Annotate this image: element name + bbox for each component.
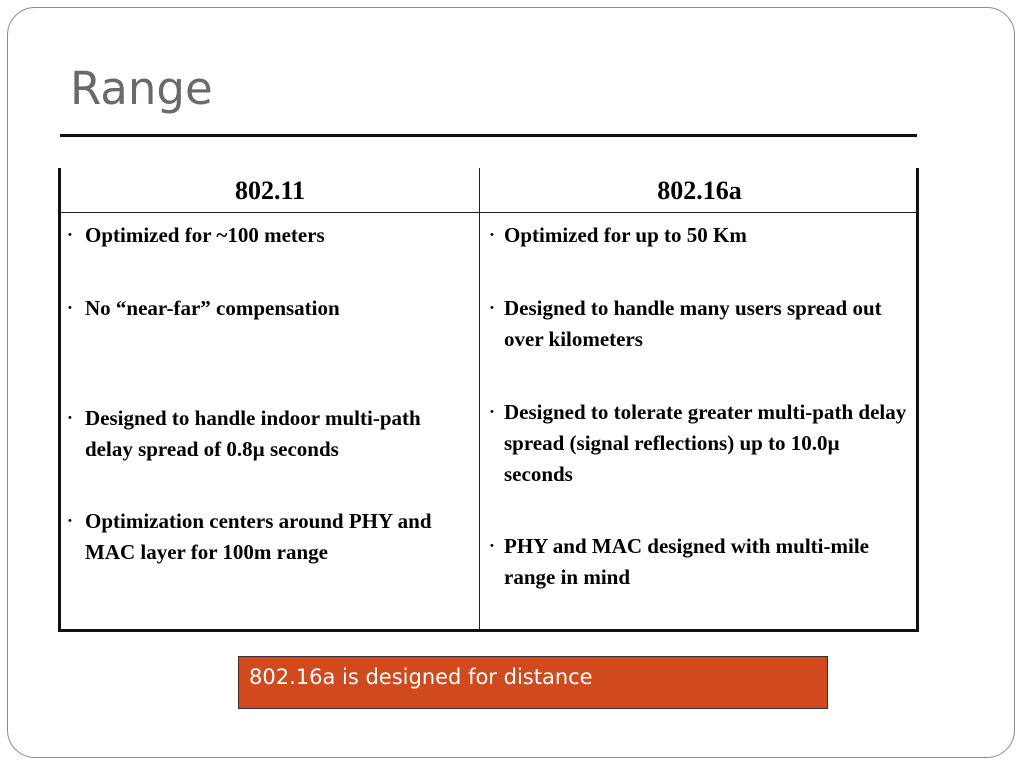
bullet-icon: • [68, 515, 72, 527]
bullet-icon: • [68, 229, 72, 241]
bullet-text: Designed to tolerate greater multi-path delay spread (signal reflections) up to 10.0µ seconds [504, 400, 907, 486]
comparison-table [58, 168, 919, 632]
bullet-text: PHY and MAC designed with multi-mile range in mind [504, 534, 869, 589]
list-item [480, 220, 919, 251]
bullet-text: No “near-far” compensation [85, 296, 340, 320]
callout-box [238, 656, 828, 709]
bullet-text: Optimized for ~100 meters [85, 223, 325, 247]
left-column-list [61, 168, 479, 629]
bullet-icon: • [490, 406, 494, 418]
slide-title: Range [70, 62, 213, 115]
header-802-11: 802.11 [234, 176, 306, 205]
bullet-text: Optimization centers around PHY and MAC layer for 100m range [85, 509, 432, 564]
slide-frame [7, 7, 1015, 758]
list-item [480, 293, 919, 355]
right-column-list [480, 168, 919, 629]
bullet-icon: • [490, 540, 494, 552]
list-item [61, 506, 479, 568]
bullet-icon: • [490, 229, 494, 241]
bullet-icon: • [490, 302, 494, 314]
callout-text: 802.16a is designed for distance [249, 665, 593, 689]
list-item [61, 403, 479, 465]
list-item [61, 220, 479, 251]
bullet-text: Designed to handle indoor multi-path delay spread of 0.8µ seconds [85, 406, 421, 461]
list-item [480, 531, 919, 593]
bullet-icon: • [68, 302, 72, 314]
bullet-text: Designed to handle many users spread out over kilometers [504, 296, 882, 351]
bullet-text: Optimized for up to 50 Km [504, 223, 747, 247]
header-802-16a: 802.16a [657, 176, 742, 205]
list-item [480, 397, 919, 490]
title-underline [60, 134, 917, 137]
bullet-icon: • [68, 412, 72, 424]
list-item [61, 293, 479, 324]
